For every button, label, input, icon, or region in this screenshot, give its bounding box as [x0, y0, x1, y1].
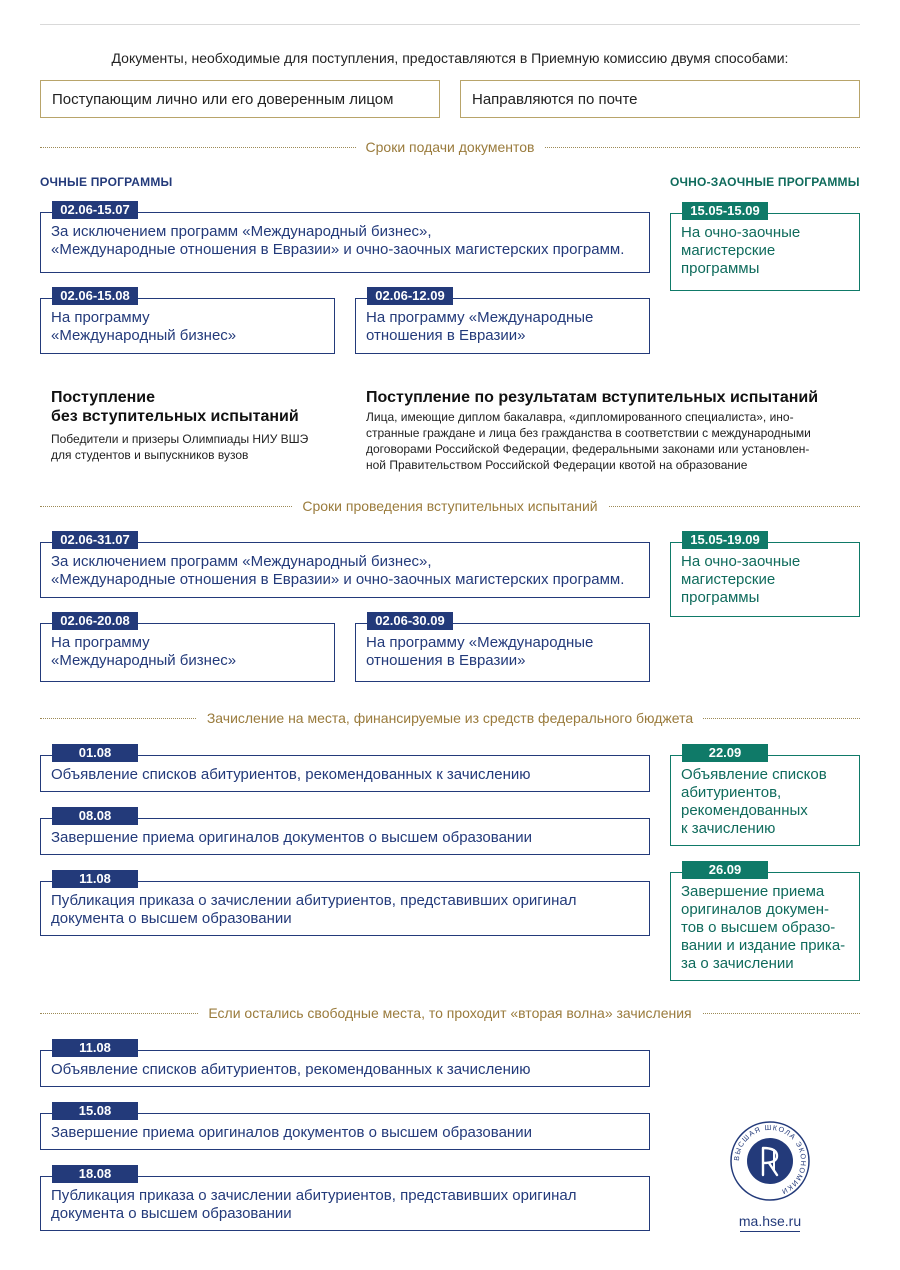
card-text: Объявление списков абитуриентов, рекомендованных к зачислению [51, 1061, 531, 1078]
method-in-person: Поступающим лично или его доверенным лицом [40, 80, 440, 118]
exam-card-business [40, 623, 335, 682]
no-exam-title: Поступление без вступительных испытаний [51, 389, 299, 425]
top-rule [40, 24, 860, 25]
date-badge: 11.08 [52, 870, 138, 888]
exam-card-eurasia [355, 623, 650, 682]
date-badge: 02.06-12.09 [367, 287, 453, 305]
submission-card-general [40, 212, 650, 273]
date-badge: 15.05-19.09 [682, 531, 768, 549]
card-text: На очно-заочные магистерские программы [681, 553, 801, 606]
no-exam-text: Победители и призеры Олимпиады НИУ ВШЭ для студентов и выпускников вузов [51, 432, 309, 462]
intro-text: Документы, необходимые для поступления, предоставляются в Приемную комиссию двумя способами: [111, 50, 789, 66]
submission-card-business [40, 298, 335, 354]
submission-card-parttime [670, 213, 860, 291]
card-text: Объявление списков абитуриентов, рекомендованных к зачислению [681, 766, 827, 837]
date-badge: 02.06-15.08 [52, 287, 138, 305]
exam-title: Поступление по результатам вступительных испытаний [366, 389, 819, 406]
date-badge: 02.06-31.07 [52, 531, 138, 549]
card-text: На программу «Международные отношения в Евразии» [366, 309, 594, 344]
exam-text: Лица, имеющие диплом бакалавра, «дипломированного специалиста», ино- странные граждане и лица без гражданства в соответствии с международными договорами Российской Федерации, федеральными законами или установлен- ной Правительством Российской Федерации квотой на образование [366, 410, 811, 472]
enrollment-card-parttime-lists [670, 755, 860, 846]
card-text: На очно-заочные магистерские программы [681, 224, 801, 277]
hse-logo-icon [729, 1120, 811, 1202]
card-text: На программу «Международный бизнес» [51, 309, 237, 344]
card-text: Публикация приказа о зачислении абитуриентов, представивших оригинал документа о высшем образовании [51, 1187, 577, 1222]
card-text: На программу «Международные отношения в Евразии» [366, 634, 594, 669]
section-title-second-wave: Если остались свободные места, то проходит «вторая волна» зачисления [40, 1005, 860, 1021]
card-text: На программу «Международный бизнес» [51, 634, 237, 669]
section-title-enrollment: Зачисление на места, финансируемые из средств федерального бюджета [40, 710, 860, 726]
date-badge: 02.06-15.07 [52, 201, 138, 219]
date-badge: 22.09 [682, 744, 768, 762]
date-badge: 02.06-20.08 [52, 612, 138, 630]
website-underline [740, 1231, 800, 1232]
card-text: Объявление списков абитуриентов, рекомендованных к зачислению [51, 766, 531, 783]
enrollment-card-order [40, 881, 650, 936]
column-heading-fulltime: ОЧНЫЕ ПРОГРАММЫ [40, 175, 173, 189]
logo-ring-text: ВЫСШАЯ ШКОЛА ЭКОНОМИКИ [731, 1122, 809, 1197]
section-title-exams: Сроки проведения вступительных испытаний [40, 498, 860, 514]
date-badge: 18.08 [52, 1165, 138, 1183]
enrollment-card-parttime-order [670, 872, 860, 981]
exam-card-general [40, 542, 650, 598]
section-title-submission: Сроки подачи документов [40, 139, 860, 155]
card-text: Завершение приема оригиналов докумен- тов о высшем образо- вании и издание прика- за о зачислении [681, 883, 846, 972]
date-badge: 15.05-15.09 [682, 202, 768, 220]
exam-card-parttime [670, 542, 860, 617]
second-wave-card-order [40, 1176, 650, 1231]
date-badge: 02.06-30.09 [367, 612, 453, 630]
website-link[interactable]: ma.hse.ru [738, 1213, 802, 1229]
date-badge: 26.09 [682, 861, 768, 879]
date-badge: 01.08 [52, 744, 138, 762]
submission-card-eurasia [355, 298, 650, 354]
date-badge: 11.08 [52, 1039, 138, 1057]
card-text: За исключением программ «Международный бизнес», «Международные отношения в Евразии» и очно-заочных магистерских программ. [51, 223, 625, 258]
method-by-mail: Направляются по почте [460, 80, 860, 118]
column-heading-parttime: ОЧНО-ЗАОЧНЫЕ ПРОГРАММЫ [670, 175, 860, 189]
card-text: За исключением программ «Международный бизнес», «Международные отношения в Евразии» и очно-заочных магистерских программ. [51, 553, 625, 588]
card-text: Публикация приказа о зачислении абитуриентов, представивших оригинал документа о высшем образовании [51, 892, 577, 927]
card-text: Завершение приема оригиналов документов о высшем образовании [51, 829, 532, 846]
date-badge: 08.08 [52, 807, 138, 825]
date-badge: 15.08 [52, 1102, 138, 1120]
card-text: Завершение приема оригиналов документов о высшем образовании [51, 1124, 532, 1141]
